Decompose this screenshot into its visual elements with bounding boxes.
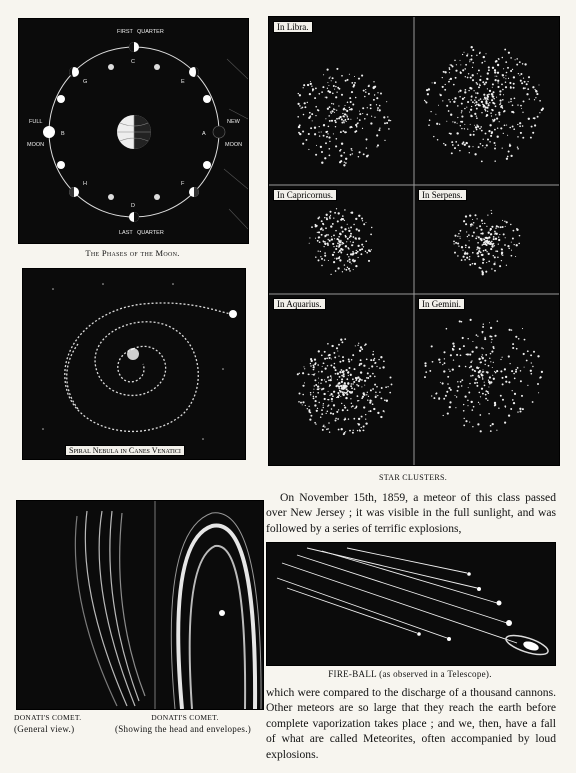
- moon-phases-caption: The Phases of the Moon.: [85, 248, 180, 258]
- moon-phases-figure: [18, 18, 249, 244]
- fireball-caption: FIRE-BALL (as observed in a Telescope).: [328, 669, 492, 679]
- full-moon-label-a: FULL: [29, 119, 43, 125]
- comet-general-caption-2: (General view.): [14, 724, 75, 734]
- first-quarter-label-a: FIRST: [117, 29, 133, 35]
- star-clusters-caption: STAR CLUSTERS.: [378, 473, 448, 482]
- point-label-f: F: [181, 181, 185, 187]
- point-label-g: G: [83, 79, 88, 85]
- earth-globe: [117, 115, 151, 149]
- point-label-c: C: [131, 59, 135, 65]
- new-moon-label-a: NEW: [227, 119, 240, 125]
- cluster-aquarius-stars: [297, 338, 393, 435]
- last-quarter-label-a: LAST: [119, 230, 133, 236]
- new-moon-label-b: MOON: [225, 142, 243, 148]
- point-label-d: D: [131, 203, 135, 209]
- cluster-label-libra: In Libra.: [273, 21, 313, 33]
- donati-comet-figure: [16, 500, 264, 710]
- star-clusters-figure: [268, 16, 560, 466]
- full-moon-label-b: MOON: [27, 142, 45, 148]
- point-label-e: E: [181, 79, 185, 85]
- paragraph-2: which were compared to the discharge of a thousand cannons. Other meteors are so large that they reach the earth before complete vaporization takes place ; and we, then, have a fall of what are called Meteorites, often accompanied by loud explosions.: [266, 686, 556, 761]
- point-label-h: H: [83, 181, 87, 187]
- cluster-serpens-stars: [453, 210, 520, 276]
- spiral-nebula-figure: [22, 268, 246, 460]
- point-label-a: A: [202, 131, 206, 137]
- first-quarter-label-b: QUARTER: [137, 29, 164, 35]
- cluster-capricornus-stars: [309, 208, 373, 275]
- spiral-nebula-caption: Spiral Nebula in Canes Venatici: [65, 445, 185, 456]
- comet-general-caption-1: DONATI'S COMET.: [14, 713, 82, 722]
- paragraph-1: On November 15th, 1859, a meteor of this class passed over New Jersey ; it was visible in the full sunlight, and was followed by a series of terrific explosions,: [266, 491, 556, 535]
- cluster-libra-left-stars: [297, 68, 391, 167]
- cluster-label-aquarius: In Aquarius.: [273, 298, 326, 310]
- star-clusters-illustration: [269, 17, 559, 465]
- comet-head-caption-1: DONATI'S COMET.: [151, 713, 219, 722]
- cluster-label-gemini: In Gemini.: [418, 298, 465, 310]
- comet-head-caption-2: (Showing the head and envelopes.): [114, 724, 252, 734]
- spiral-nebula-illustration: [23, 269, 245, 459]
- cluster-libra-right-stars: [424, 46, 544, 162]
- fireball-figure: [266, 542, 556, 666]
- cluster-gemini-stars: [424, 319, 543, 433]
- point-label-b: B: [61, 131, 65, 137]
- fireball-illustration: [267, 543, 555, 665]
- cluster-label-serpens: In Serpens.: [418, 189, 467, 201]
- moon-phases-illustration: [19, 19, 248, 243]
- last-quarter-label-b: QUARTER: [137, 230, 164, 236]
- cluster-label-capricornus: In Capricornus.: [273, 189, 337, 201]
- donati-comet-illustration: [17, 501, 263, 709]
